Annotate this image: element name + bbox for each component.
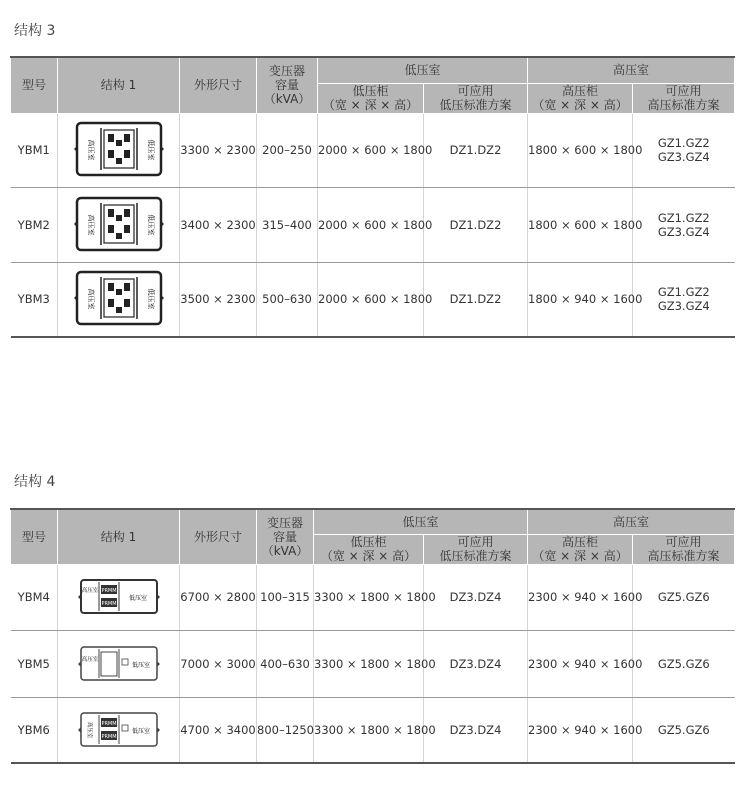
section-3-title: 结构 3 — [14, 23, 56, 39]
structure-diagram — [58, 113, 180, 187]
lv-scheme-cell: DZ1.DZ2 — [424, 187, 528, 262]
model-cell: YBM1 — [11, 113, 58, 187]
header-model: 型号 — [11, 509, 58, 564]
table-row — [11, 697, 735, 763]
svg-text:高压室: 高压室 — [86, 214, 95, 235]
hv-scheme-cell: GZ5.GZ6 — [633, 564, 735, 630]
capacity-cell: 315–400 — [257, 187, 318, 262]
header-hv-cabinet: 高压柜 （宽 × 深 × 高） — [528, 534, 633, 564]
header-hv-room: 高压室 — [528, 509, 735, 534]
svg-text:高压室: 高压室 — [85, 721, 92, 739]
structure-diagram — [58, 697, 180, 763]
dimensions-cell: 7000 × 3000 — [180, 630, 257, 697]
hv-scheme-cell: GZ5.GZ6 — [633, 697, 735, 763]
capacity-cell: 800–1250 — [257, 697, 314, 763]
header-structure: 结构 1 — [58, 57, 180, 113]
header-model: 型号 — [11, 57, 58, 113]
dimensions-cell: 3500 × 2300 — [180, 262, 257, 337]
header-hv-room: 高压室 — [528, 57, 735, 83]
model-cell: YBM2 — [11, 187, 58, 262]
header-hv-scheme: 可应用 高压标准方案 — [633, 534, 735, 564]
dimensions-cell: 6700 × 2800 — [180, 564, 257, 630]
lv-scheme-cell: DZ3.DZ4 — [424, 630, 528, 697]
header-structure: 结构 1 — [58, 509, 180, 564]
table-row — [11, 630, 735, 697]
capacity-cell: 500–630 — [257, 262, 318, 337]
structure-diagram — [58, 262, 180, 337]
svg-text:低压室: 低压室 — [146, 288, 155, 310]
structure-diagram — [58, 187, 180, 262]
capacity-cell: 400–630 — [257, 630, 314, 697]
svg-text:低压室: 低压室 — [146, 214, 155, 235]
hv-cabinet-cell: 1800 × 940 × 1600 — [528, 262, 633, 337]
header-lv-scheme: 可应用 低压标准方案 — [424, 534, 528, 564]
section-4-title: 结构 4 — [14, 474, 56, 490]
svg-text:低压室: 低压室 — [131, 727, 150, 735]
spec-table-structure-3 — [10, 56, 735, 338]
svg-text:高压室: 高压室 — [86, 139, 95, 161]
lv-cabinet-cell: 3300 × 1800 × 1800 — [314, 564, 424, 630]
svg-text:PRMM: PRMM — [100, 588, 117, 594]
header-lv-room: 低压室 — [314, 509, 528, 534]
hv-scheme-cell: GZ5.GZ6 — [633, 630, 735, 697]
table-row — [11, 113, 735, 187]
lv-cabinet-cell: 2000 × 600 × 1800 — [318, 262, 424, 337]
svg-text:高压室: 高压室 — [81, 588, 98, 594]
header-lv-scheme: 可应用 低压标准方案 — [424, 83, 528, 113]
svg-text:PRMM: PRMM — [100, 601, 117, 607]
hv-cabinet-cell: 1800 × 600 × 1800 — [528, 187, 633, 262]
lv-cabinet-cell: 3300 × 1800 × 1800 — [314, 697, 424, 763]
header-lv-cabinet: 低压柜 （宽 × 深 × 高） — [314, 534, 424, 564]
lv-scheme-cell: DZ1.DZ2 — [424, 262, 528, 337]
capacity-cell: 100–315 — [257, 564, 314, 630]
header-hv-cabinet: 高压柜 （宽 × 深 × 高） — [528, 83, 633, 113]
model-cell: YBM5 — [11, 630, 58, 697]
structure-diagram — [58, 630, 180, 697]
capacity-cell: 200–250 — [257, 113, 318, 187]
svg-text:PRMM: PRMM — [100, 733, 117, 740]
hv-cabinet-cell: 2300 × 940 × 1600 — [528, 630, 633, 697]
dimensions-cell: 3300 × 2300 — [180, 113, 257, 187]
header-dimensions: 外形尺寸 — [180, 509, 257, 564]
hv-cabinet-cell: 2300 × 940 × 1600 — [528, 697, 633, 763]
model-cell: YBM6 — [11, 697, 58, 763]
dimensions-cell: 3400 × 2300 — [180, 187, 257, 262]
table-row — [11, 187, 735, 262]
header-transformer-capacity: 变压器 容量 （kVA） — [257, 57, 318, 113]
hv-scheme-cell: GZ1.GZ2 GZ3.GZ4 — [633, 113, 735, 187]
dimensions-cell: 4700 × 3400 — [180, 697, 257, 763]
hv-scheme-cell: GZ1.GZ2 GZ3.GZ4 — [633, 187, 735, 262]
model-cell: YBM3 — [11, 262, 58, 337]
svg-text:高压室: 高压室 — [81, 656, 98, 663]
svg-text:低压室: 低压室 — [128, 595, 147, 602]
header-lv-cabinet: 低压柜 （宽 × 深 × 高） — [318, 83, 424, 113]
lv-scheme-cell: DZ1.DZ2 — [424, 113, 528, 187]
lv-cabinet-cell: 2000 × 600 × 1800 — [318, 113, 424, 187]
lv-cabinet-cell: 3300 × 1800 × 1800 — [314, 630, 424, 697]
svg-text:低压室: 低压室 — [146, 139, 155, 161]
hv-cabinet-cell: 1800 × 600 × 1800 — [528, 113, 633, 187]
table-row — [11, 262, 735, 337]
lv-cabinet-cell: 2000 × 600 × 1800 — [318, 187, 424, 262]
svg-text:高压室: 高压室 — [86, 288, 95, 310]
svg-text:低压室: 低压室 — [131, 661, 150, 669]
lv-scheme-cell: DZ3.DZ4 — [424, 697, 528, 763]
header-transformer-capacity: 变压器 容量 （kVA） — [257, 509, 314, 564]
model-cell: YBM4 — [11, 564, 58, 630]
header-dimensions: 外形尺寸 — [180, 57, 257, 113]
hv-scheme-cell: GZ1.GZ2 GZ3.GZ4 — [633, 262, 735, 337]
spec-table-structure-4 — [10, 508, 735, 764]
header-hv-scheme: 可应用 高压标准方案 — [633, 83, 735, 113]
table-row — [11, 564, 735, 630]
svg-text:PRMM: PRMM — [100, 720, 117, 727]
header-lv-room: 低压室 — [318, 57, 528, 83]
lv-scheme-cell: DZ3.DZ4 — [424, 564, 528, 630]
hv-cabinet-cell: 2300 × 940 × 1600 — [528, 564, 633, 630]
structure-diagram — [58, 564, 180, 630]
